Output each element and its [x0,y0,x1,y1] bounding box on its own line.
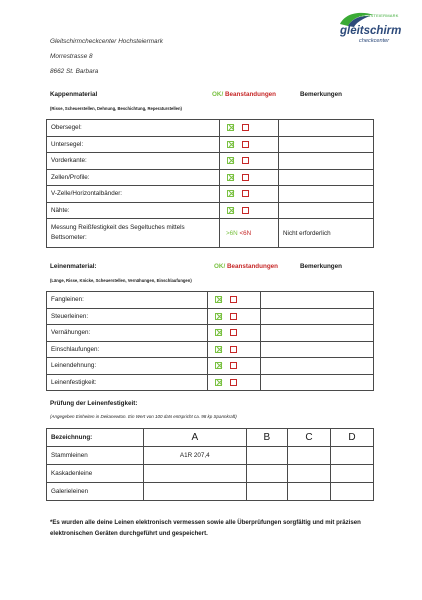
remark-cell[interactable] [261,308,374,325]
company-logo [322,10,406,50]
row-label: Stammleinen [47,447,144,465]
value-cell[interactable] [144,483,247,501]
table-header-row [47,429,374,447]
table-row [47,120,374,137]
status-cell [208,325,261,342]
status-cell [208,374,261,391]
remark-cell[interactable] [261,325,374,342]
table-row [47,374,374,391]
issue-checkbox[interactable] [230,329,237,336]
pruefung-note: (Angegeben Einheiten in Dekanewton. Ein Wert von 100 daN entspricht ca. 98 kp Spannkraft) [50,414,237,419]
row-label: Kaskadenleine [47,465,144,483]
ok-checkbox[interactable] [227,157,234,164]
row-label: Zellen/Profile: [47,169,220,186]
logo-region: HOCHSTEIERMARK [358,13,399,18]
status-cell [220,169,279,186]
company-street: Morrestrasse 8 [50,53,93,60]
ok-checkbox[interactable] [215,329,222,336]
header-bezeichnung: Bezeichnung: [47,429,144,447]
value-cell[interactable] [246,447,287,465]
row-label: Leinenfestigkeit: [47,374,208,391]
remark-cell[interactable] [279,169,374,186]
kappe-bean-label: Beanstandungen [224,91,277,98]
status-cell [220,186,279,203]
value-cell[interactable] [246,465,287,483]
company-name: Gleitschirmcheckcenter Hochsteiermark [50,38,163,45]
status-cell [220,153,279,170]
leinen-remarks-header: Bemerkungen [300,263,342,270]
value-cell[interactable] [288,483,331,501]
remark-cell[interactable] [279,186,374,203]
ok-checkbox[interactable] [215,362,222,369]
table-row [47,292,374,309]
table-row [47,325,374,342]
remark-cell[interactable] [279,136,374,153]
logo-subtitle: checkcenter [359,38,390,44]
table-row [47,153,374,170]
row-label: Galerieleinen [47,483,144,501]
remark-cell[interactable] [279,153,374,170]
table-row [47,219,374,248]
issue-checkbox[interactable] [242,157,249,164]
ok-checkbox[interactable] [215,313,222,320]
table-row [47,483,374,501]
row-label: Einschlaufungen: [47,341,208,358]
issue-checkbox[interactable] [242,174,249,181]
footnote: *Es wurden alle deine Leinen elektronisch vermessen sowie alle Überprüfungen sorgfältig und mit präzisen elektronischen Geräten durchgeführt und gespeichert. [50,519,361,537]
kappe-table [46,119,374,248]
row-label: Fangleinen: [47,292,208,309]
header-b: B [246,429,287,447]
value-cell[interactable] [288,447,331,465]
status-cell [208,292,261,309]
kappe-ok-label: OK/ [212,91,224,98]
leinen-subtitle: (Länge, Risse, Knicke, Scheuerstellen, Vernähungen, Einschlaufungen) [50,278,192,283]
value-cell[interactable]: A1R 207,4 [144,447,247,465]
value-cell[interactable] [144,465,247,483]
ok-checkbox[interactable] [227,124,234,131]
table-row [47,136,374,153]
kappe-title: Kappenmaterial [50,91,98,98]
value-cell[interactable] [331,465,374,483]
leinen-status-header [214,263,278,270]
status-cell [208,308,261,325]
table-row [47,465,374,483]
ok-checkbox[interactable] [227,207,234,214]
header-c: C [288,429,331,447]
status-cell [208,341,261,358]
remark-cell[interactable] [261,374,374,391]
row-label: Untersegel: [47,136,220,153]
ok-checkbox[interactable] [215,379,222,386]
issue-checkbox[interactable] [230,346,237,353]
leinen-bean-label: Beanstandungen [226,263,279,270]
table-row [47,169,374,186]
issue-checkbox[interactable] [230,379,237,386]
logo-wordmark: gleitschirm [340,25,402,37]
issue-checkbox[interactable] [230,313,237,320]
row-label: Vernähungen: [47,325,208,342]
row-label: V-Zelle/Horizontalbänder: [47,186,220,203]
gt-6n-option[interactable]: >6N [226,229,238,237]
ok-checkbox[interactable] [227,141,234,148]
header-a: A [144,429,247,447]
table-row [47,202,374,219]
status-cell [208,358,261,375]
table-row [47,358,374,375]
ok-checkbox[interactable] [227,174,234,181]
status-cell [220,120,279,137]
header-d: D [331,429,374,447]
table-row [47,341,374,358]
kappe-status-header [212,91,276,98]
table-row [47,308,374,325]
issue-checkbox[interactable] [242,124,249,131]
row-label: Leinendehnung: [47,358,208,375]
pruefung-title: Prüfung der Leinenfestigkeit: [50,400,138,407]
ok-checkbox[interactable] [215,346,222,353]
issue-checkbox[interactable] [242,207,249,214]
issue-checkbox[interactable] [242,190,249,197]
value-cell[interactable] [331,483,374,501]
remark-cell[interactable] [279,202,374,219]
issue-checkbox[interactable] [230,362,237,369]
row-label: Nähte: [47,202,220,219]
lt-6n-option[interactable]: <6N [239,229,252,237]
status-cell [220,202,279,219]
table-row [47,186,374,203]
remark-cell[interactable]: Nicht erforderlich [279,219,374,248]
issue-checkbox[interactable] [242,141,249,148]
remark-cell[interactable] [261,292,374,309]
status-cell [220,136,279,153]
leinen-table [46,291,374,391]
leinen-ok-label: OK/ [214,263,226,270]
company-address [50,34,163,79]
remark-cell[interactable] [279,120,374,137]
ok-checkbox[interactable] [215,296,222,303]
issue-checkbox[interactable] [230,296,237,303]
status-cell [220,219,279,248]
row-label: Vorderkante: [47,153,220,170]
remark-cell[interactable] [261,341,374,358]
kappe-remarks-header: Bemerkungen [300,91,342,98]
kappe-subtitle: (Risse, Scheuerstellen, Dehnung, Beschichtung, Reperaturstellen) [50,106,182,111]
row-label: Obersegel: [47,120,220,137]
row-label: Steuerleinen: [47,308,208,325]
leinen-title: Leinenmaterial: [50,263,97,270]
remark-cell[interactable] [261,358,374,375]
value-cell[interactable] [246,483,287,501]
value-cell[interactable] [288,465,331,483]
table-row [47,447,374,465]
ok-checkbox[interactable] [227,190,234,197]
row-label: Messung Reißfestigkeit des Segeltuches mittels Bettsometer: [47,219,220,248]
pruefung-table [46,428,374,501]
value-cell[interactable] [331,447,374,465]
company-city: 8662 St. Barbara [50,68,99,75]
